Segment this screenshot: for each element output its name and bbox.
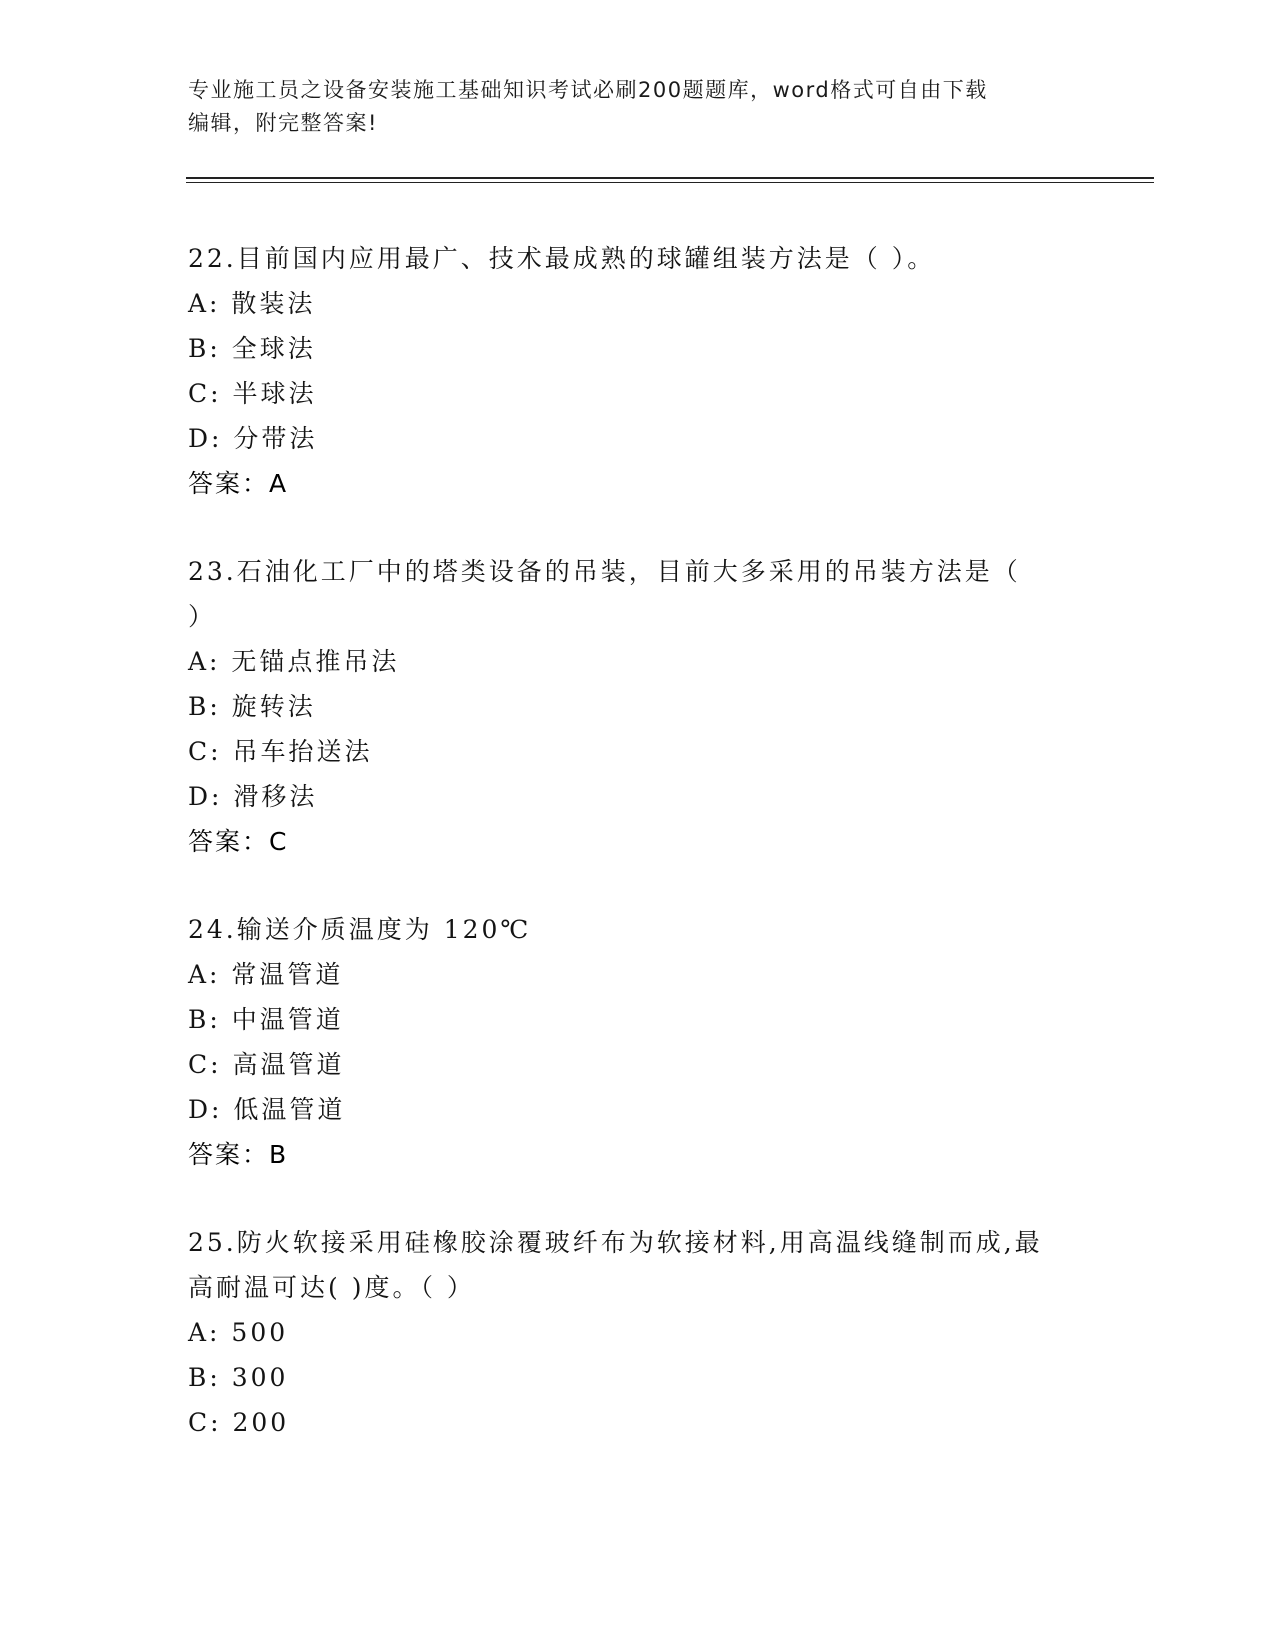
document-header <box>188 74 1068 140</box>
question-22 <box>188 236 1088 506</box>
option-a: A: 常温管道 <box>188 960 344 989</box>
question-24 <box>188 907 1088 1177</box>
question-title-line-1: 23.石油化工厂中的塔类设备的吊装，目前大多采用的吊装方法是（ <box>188 557 1021 586</box>
option-c: C: 半球法 <box>188 379 317 408</box>
option-b: B: 300 <box>188 1363 289 1392</box>
question-title: 22.目前国内应用最广、技术最成熟的球罐组装方法是（ ）。 <box>188 244 936 273</box>
option-d: D: 分带法 <box>188 424 318 453</box>
question-title-line-1: 25.防火软接采用硅橡胶涂覆玻纤布为软接材料,用高温线缝制而成,最 <box>188 1228 1043 1257</box>
answer: 答案：C <box>188 827 289 856</box>
option-a: A: 500 <box>188 1318 289 1347</box>
question-list <box>188 236 1088 1488</box>
answer: 答案：B <box>188 1140 289 1169</box>
question-title-line-2: 高耐温可达( )度。（ ） <box>188 1273 475 1302</box>
header-line-1: 专业施工员之设备安装施工基础知识考试必刷200题题库，word格式可自由下载 <box>188 78 988 102</box>
option-c: C: 200 <box>188 1408 290 1437</box>
question-title-line-2: ） <box>188 602 217 631</box>
option-d: D: 滑移法 <box>188 782 318 811</box>
option-c: C: 高温管道 <box>188 1050 345 1079</box>
option-a: A: 散装法 <box>188 289 316 318</box>
option-b: B: 全球法 <box>188 334 316 363</box>
question-25 <box>188 1220 1088 1445</box>
header-divider-thin <box>186 182 1154 183</box>
header-divider-thick <box>186 177 1154 179</box>
option-a: A: 无锚点推吊法 <box>188 647 400 676</box>
option-b: B: 旋转法 <box>188 692 316 721</box>
option-b: B: 中温管道 <box>188 1005 344 1034</box>
question-23 <box>188 549 1088 864</box>
question-title: 24.输送介质温度为 120℃ <box>188 915 532 944</box>
option-c: C: 吊车抬送法 <box>188 737 373 766</box>
header-line-2: 编辑，附完整答案! <box>188 111 378 135</box>
option-d: D: 低温管道 <box>188 1095 346 1124</box>
answer: 答案：A <box>188 469 289 498</box>
